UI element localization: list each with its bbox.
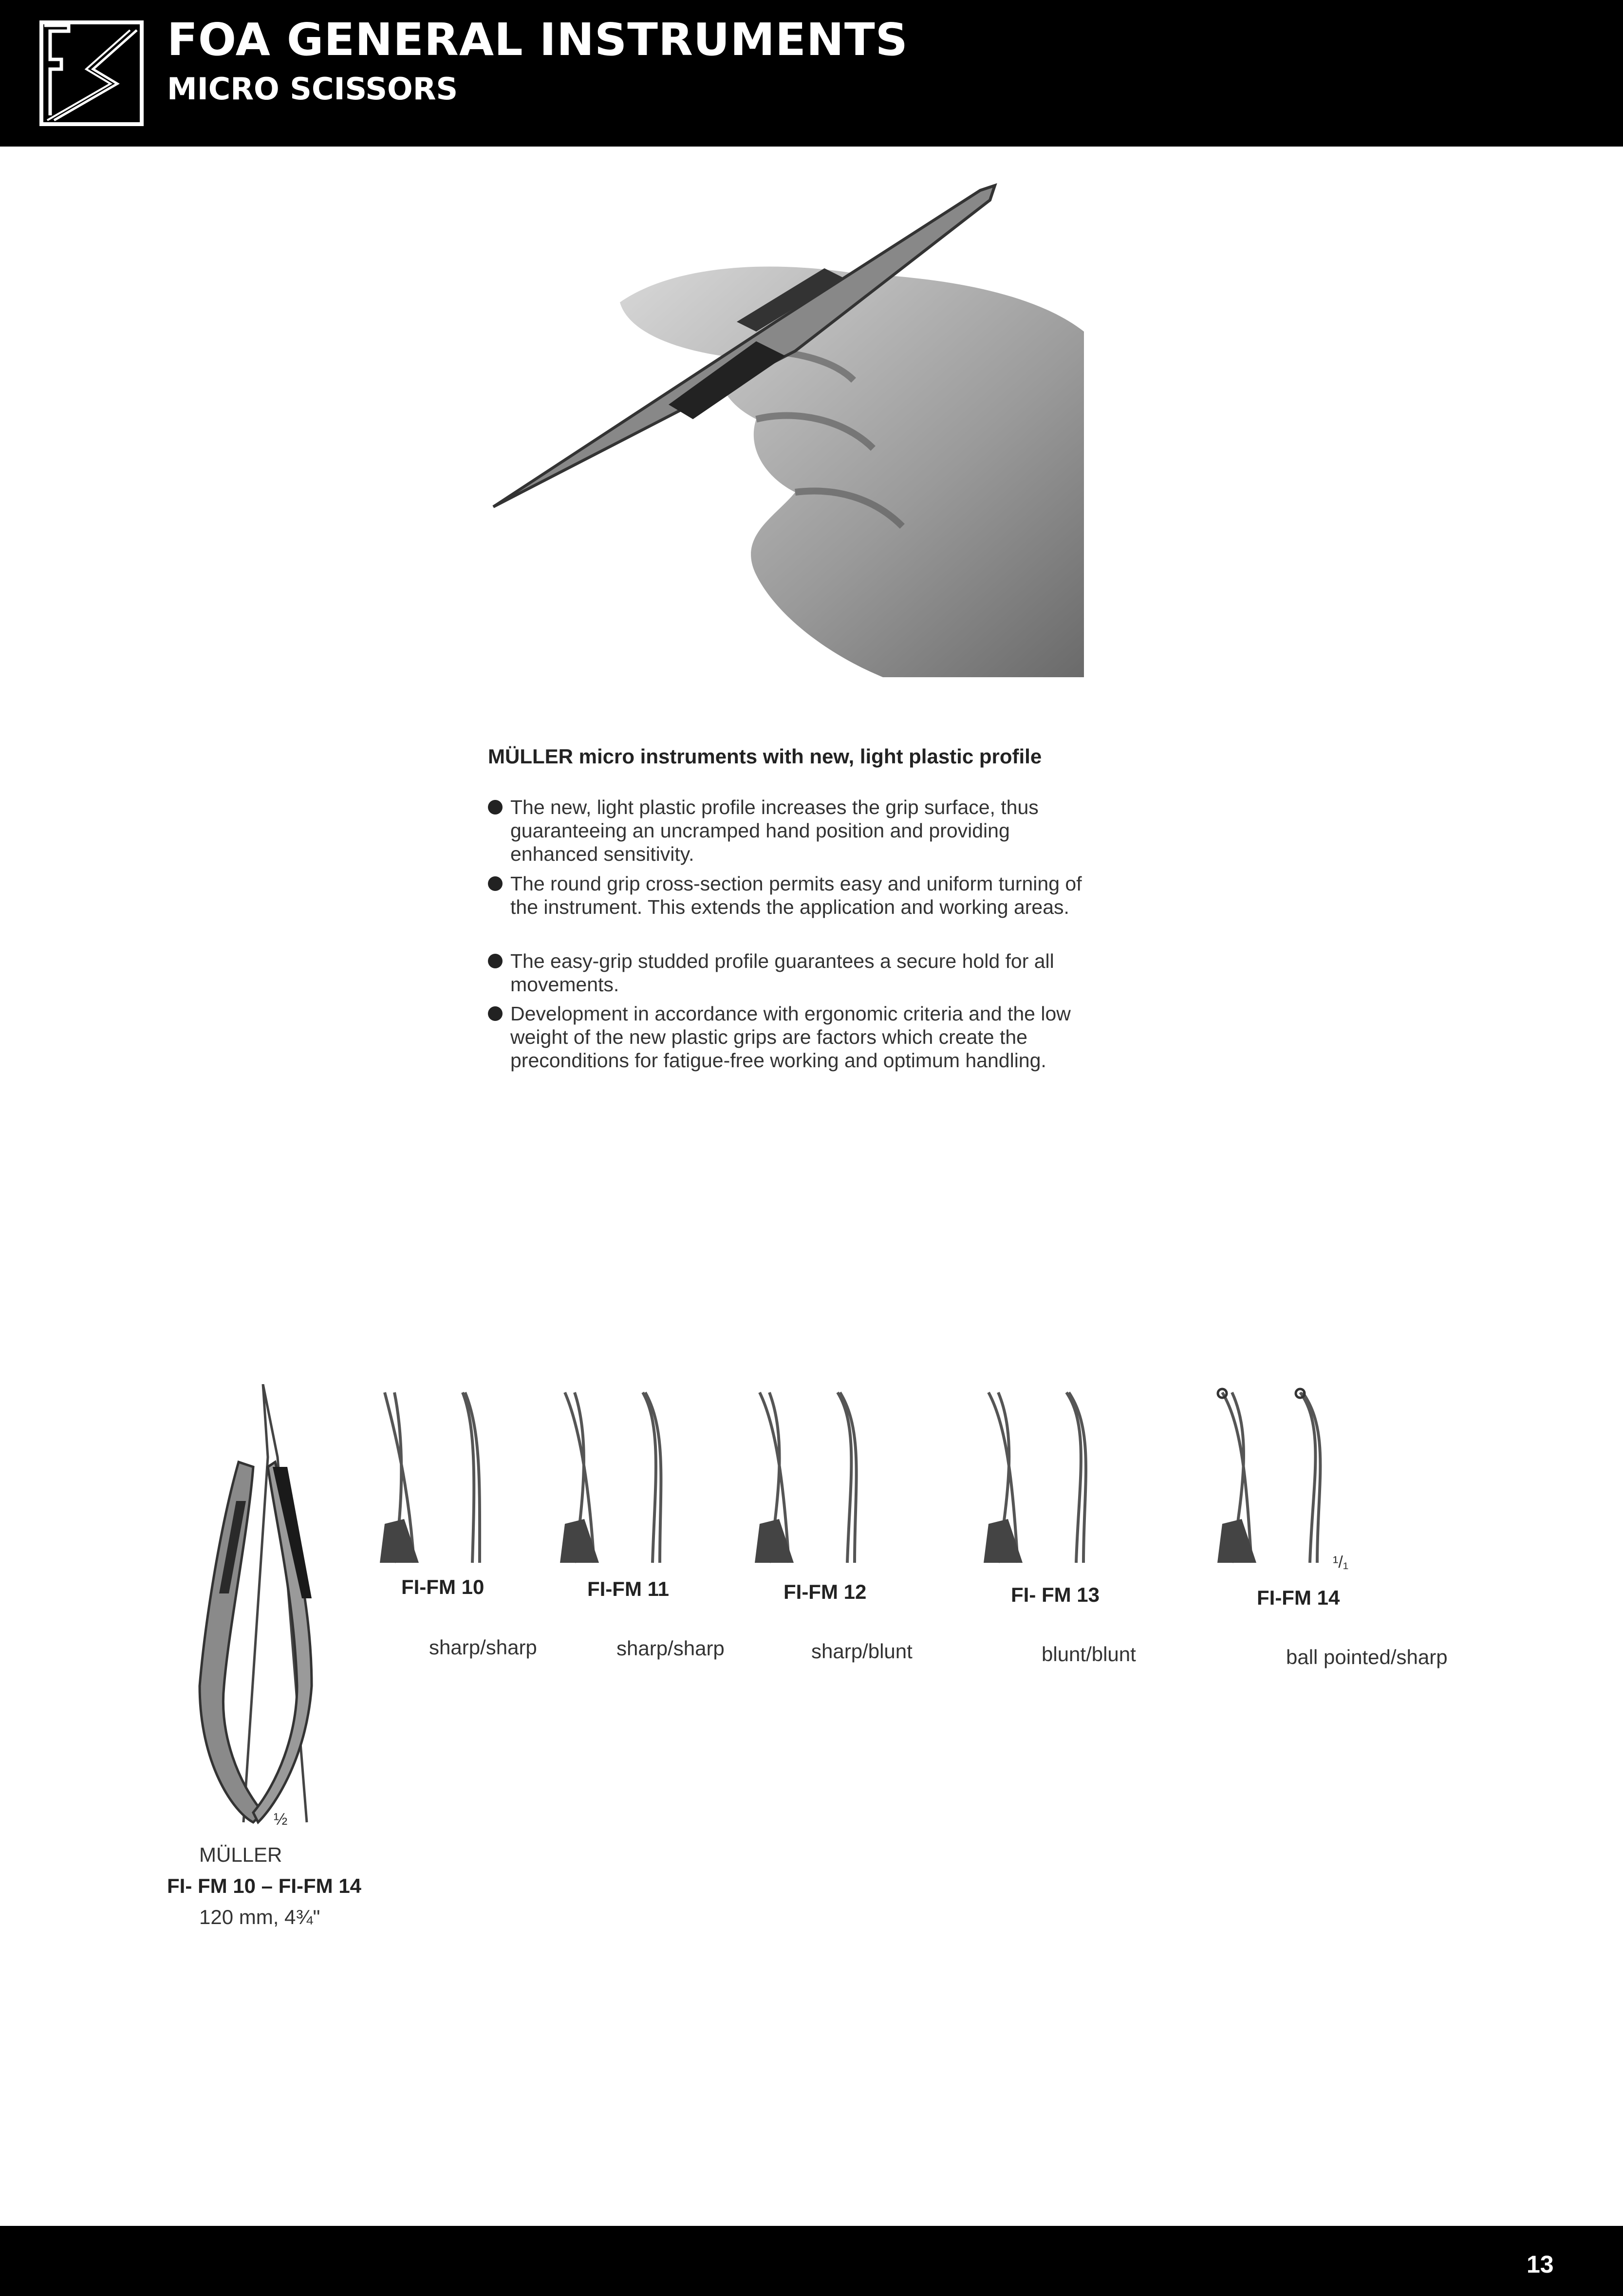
scissor-tip-illustration xyxy=(750,1388,877,1568)
scissor-tip-illustration xyxy=(1213,1388,1339,1568)
scissor-tip-illustration xyxy=(979,1388,1105,1568)
variant-code: FI-FM 11 xyxy=(587,1577,670,1600)
variant-tip-type: sharp/sharp xyxy=(429,1636,537,1659)
variant-code: FI-FM 10 xyxy=(401,1575,485,1598)
instrument-code-range: FI- FM 10 – FI-FM 14 xyxy=(167,1874,362,1897)
hand-holding-instrument-illustration xyxy=(484,176,1084,677)
bullet-icon xyxy=(488,876,503,891)
fs-logo-icon xyxy=(39,20,144,126)
footer-bar xyxy=(0,2226,1623,2296)
intro-heading: MÜLLER micro instruments with new, light plastic profile xyxy=(488,745,1042,768)
variant-tip-type: sharp/blunt xyxy=(811,1640,913,1663)
feature-bullet: The round grip cross-section permits easy and uniform turning of the instrument. This extends the application and working areas. xyxy=(488,872,1101,919)
feature-bullet: The easy-grip studded profile guarantees a secure hold for all movements. xyxy=(488,949,1101,996)
variant-code: FI-FM 14 xyxy=(1257,1586,1340,1609)
catalog-title: FOA GENERAL INSTRUMENTS xyxy=(167,14,908,66)
micro-scissors-illustration xyxy=(190,1384,326,1825)
variant-code: FI-FM 12 xyxy=(784,1580,867,1603)
variant-scale-label: ¹/₁ xyxy=(1333,1553,1349,1572)
instrument-name: MÜLLER xyxy=(199,1843,282,1866)
variant-tip-type: sharp/sharp xyxy=(616,1637,725,1660)
page-number: 13 xyxy=(1527,2251,1554,2278)
section-subtitle: MICRO SCISSORS xyxy=(167,71,458,107)
bullet-icon xyxy=(488,800,503,815)
header-bar xyxy=(0,0,1623,147)
variant-code: FI- FM 13 xyxy=(1011,1583,1100,1606)
feature-bullet: The new, light plastic profile increases the grip surface, thus guaranteeing an uncramped hand position and providing enhanced sensitivity. xyxy=(488,796,1101,866)
scale-label: ½ xyxy=(274,1810,288,1829)
variant-tip-type: ball pointed/sharp xyxy=(1286,1646,1448,1668)
variant-tip-type: blunt/blunt xyxy=(1042,1643,1136,1666)
scissor-tip-illustration xyxy=(555,1388,682,1568)
instrument-size: 120 mm, 4¾" xyxy=(199,1906,320,1928)
feature-bullet: Development in accordance with ergonomic criteria and the low weight of the new plastic grips are factors which create the preconditions for fatigue-free working and optimum handling. xyxy=(488,1002,1101,1072)
bullet-icon xyxy=(488,1006,503,1021)
scissor-tip-illustration xyxy=(375,1388,502,1568)
bullet-icon xyxy=(488,954,503,968)
